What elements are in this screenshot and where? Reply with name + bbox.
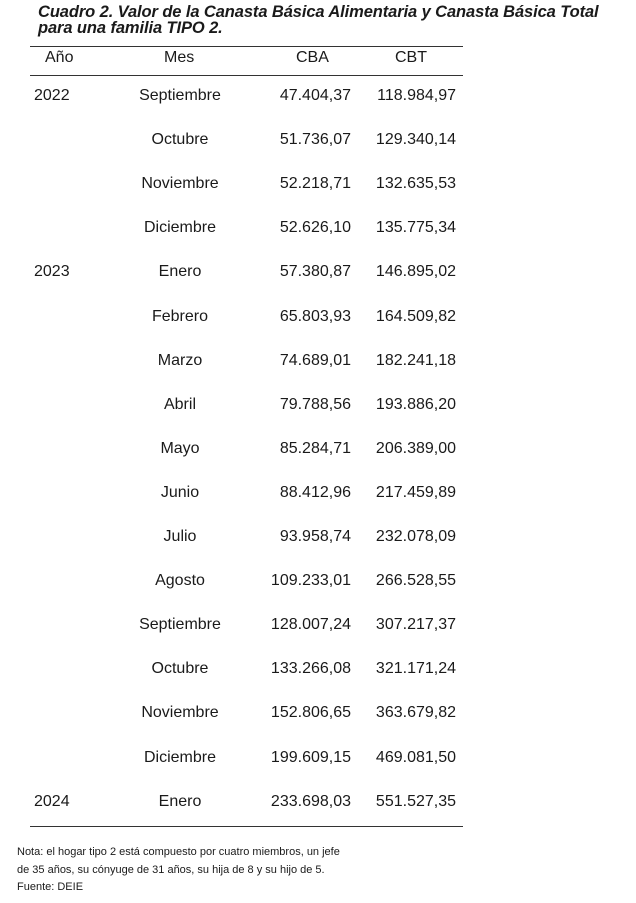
table-row	[0, 658, 636, 680]
cell-cbt: 132.635,53	[375, 175, 456, 193]
table-row	[0, 526, 636, 548]
cell-cbt: 193.886,20	[375, 395, 456, 413]
cell-cba: 47.404,37	[279, 87, 351, 104]
cell-month: Febrero	[151, 307, 209, 325]
cell-month: Junio	[160, 483, 200, 501]
table-row	[0, 350, 636, 372]
table-row	[0, 702, 636, 724]
cell-cba: 128.007,24	[270, 616, 351, 634]
cell-cba: 152.806,65	[270, 704, 351, 722]
table-row	[0, 791, 636, 813]
header-cbt: CBT	[395, 49, 427, 66]
cell-cbt: 135.775,34	[375, 219, 456, 237]
table-row	[0, 614, 636, 636]
table-row	[0, 173, 636, 195]
table-row	[0, 129, 636, 151]
table-top-rule	[30, 46, 463, 47]
cell-cbt: 469.081,50	[375, 748, 456, 766]
header-year: Año	[45, 49, 74, 66]
cell-cbt: 164.509,82	[375, 307, 456, 325]
cell-cba: 85.284,71	[279, 439, 351, 457]
table-source: Fuente: DEIE	[17, 881, 84, 893]
table-row	[0, 306, 636, 328]
cell-month: Abril	[163, 395, 196, 413]
cell-cba: 109.233,01	[270, 572, 351, 590]
table-header-rule	[30, 75, 463, 76]
table-row	[0, 394, 636, 416]
cell-month: Noviembre	[141, 704, 219, 722]
cell-cbt: 146.895,02	[375, 263, 456, 281]
header-cba: CBA	[296, 49, 329, 66]
table-title	[38, 4, 634, 36]
cell-cba: 133.266,08	[270, 660, 351, 678]
cell-month: Noviembre	[141, 175, 219, 193]
cell-year: 2024	[34, 792, 70, 810]
cell-cbt: 551.527,35	[375, 792, 456, 810]
table-row	[0, 217, 636, 239]
cell-month: Agosto	[155, 572, 205, 590]
cell-cba: 233.698,03	[270, 792, 351, 810]
cell-month: Septiembre	[139, 616, 221, 634]
table-note	[17, 843, 417, 879]
cell-month: Marzo	[157, 351, 203, 369]
cell-month: Diciembre	[143, 748, 216, 766]
cell-cba: 52.218,71	[279, 175, 351, 193]
table-row	[0, 261, 636, 283]
cell-cba: 199.609,15	[270, 748, 351, 766]
cell-cba: 51.736,07	[279, 131, 351, 149]
cell-cba: 52.626,10	[279, 219, 351, 237]
cell-month: Octubre	[151, 660, 209, 678]
table-note-line-2: de 35 años, su cónyuge de 31 años, su hija de 8 y su hijo de 5.	[17, 864, 325, 876]
cell-month: Julio	[163, 528, 197, 545]
table-title-line-1: Cuadro 2. Valor de la Canasta Básica Alimentaria y Canasta Básica Total	[38, 3, 599, 21]
header-month: Mes	[164, 49, 195, 66]
cell-cba: 88.412,96	[279, 483, 351, 501]
cell-cbt: 182.241,18	[375, 351, 456, 369]
cell-cbt: 129.340,14	[375, 131, 456, 149]
cell-year: 2023	[34, 263, 70, 281]
cell-month: Septiembre	[139, 87, 221, 104]
cell-cba: 74.689,01	[279, 351, 351, 369]
cell-cbt: 118.984,97	[377, 87, 456, 104]
cell-month: Enero	[158, 792, 202, 810]
table-row	[0, 570, 636, 592]
cell-cbt: 266.528,55	[375, 572, 456, 590]
cell-cbt: 232.078,09	[375, 528, 456, 545]
table-note-line-1: Nota: el hogar tipo 2 está compuesto por cuatro miembros, un jefe	[17, 846, 340, 858]
table-row	[0, 85, 636, 107]
cell-cba: 65.803,93	[279, 307, 351, 325]
cell-cba: 79.788,56	[279, 395, 351, 413]
cell-cba: 57.380,87	[279, 263, 351, 281]
table-row	[0, 482, 636, 504]
table-row	[0, 747, 636, 769]
cell-year: 2022	[34, 87, 70, 104]
cell-month: Diciembre	[143, 219, 216, 237]
cell-cbt: 217.459,89	[375, 483, 456, 501]
cell-cba: 93.958,74	[279, 528, 351, 545]
cell-month: Octubre	[151, 131, 209, 149]
cell-month: Enero	[158, 263, 202, 281]
table-row	[0, 438, 636, 460]
cell-cbt: 307.217,37	[375, 616, 456, 634]
table-bottom-rule	[30, 826, 463, 827]
cell-month: Mayo	[160, 439, 200, 457]
cell-cbt: 363.679,82	[375, 704, 456, 722]
table-title-line-2: para una familia TIPO 2.	[38, 19, 223, 37]
cell-cbt: 206.389,00	[375, 439, 456, 457]
cell-cbt: 321.171,24	[375, 660, 456, 678]
